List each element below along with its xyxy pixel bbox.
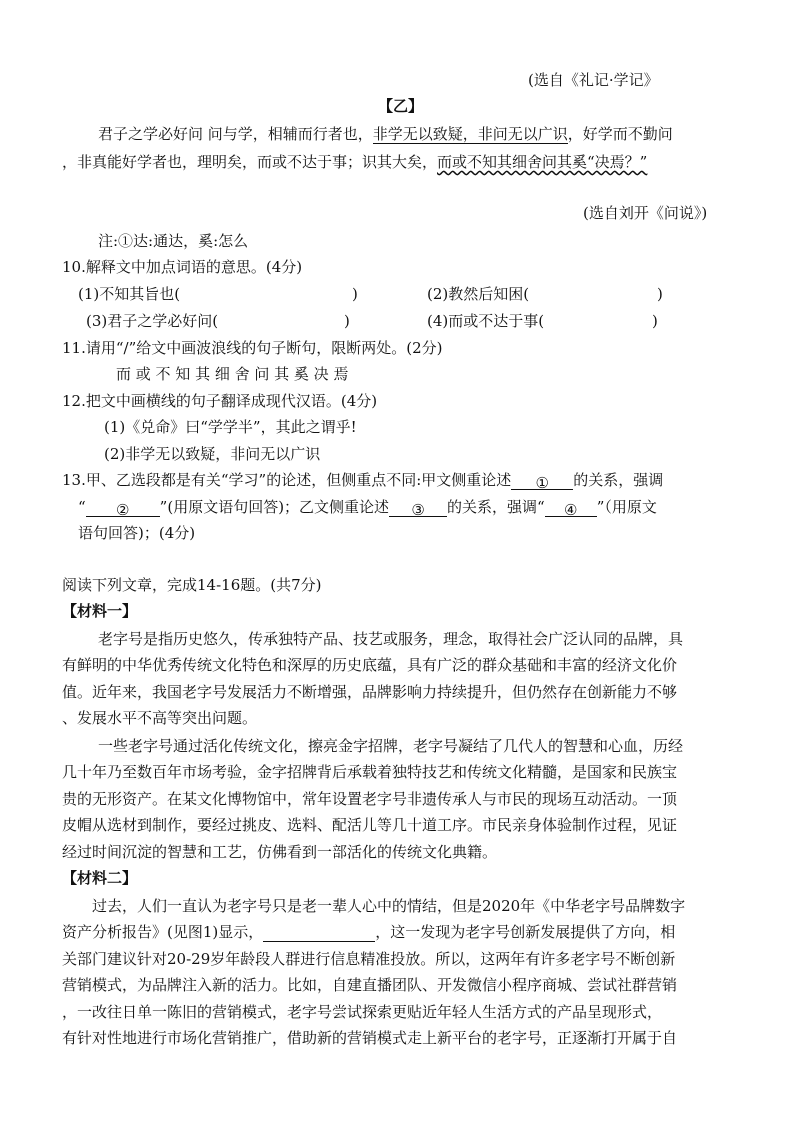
q10-item-4: (4)而或不达于事( — [427, 312, 545, 330]
m2-line-2 — [62, 922, 675, 942]
q13-line-2-open-quote: “ — [78, 498, 86, 516]
q12-stem: 12.把文中画横线的句子翻译成现代汉语。(4分) — [62, 392, 378, 410]
m1-p2-line-1: 一些老字号通过活化传统文化，擦亮金字招牌，老字号凝结了几代人的智慧和心血，历经 — [98, 737, 684, 755]
q13-blank-4: ④ — [545, 500, 597, 517]
m1-p2-line-4: 皮帽从选材到制作，要经过挑皮、选料、配活儿等几十道工序。市民亲身体验制作过程，见证 — [62, 816, 678, 834]
q10-item-1: (1)不知其旨也( — [78, 285, 181, 303]
m2-line-2-lead: 资产分析报告》(见图1)显示， — [62, 923, 264, 941]
m1-p2-line-5: 经过时间沉淀的智慧和工艺，仿佛看到一部活化的传统文化典籍。 — [62, 843, 498, 861]
q13-line-2-tail: ”（用原文 — [596, 498, 657, 516]
passage-b-line-2-lead: ，非真能好学者也，理明矣，而或不达于事；识其大矣， — [62, 153, 438, 171]
q10-item-1-close: ) — [352, 285, 358, 303]
material-2-heading: 【材料二】 — [62, 869, 138, 887]
q10-item-2-close: ) — [657, 285, 663, 303]
m2-line-6: 有针对性地进行市场化营销推广，借助新的营销模式走上新平台的老字号，正逐渐打开属于自 — [62, 1029, 678, 1047]
q10-item-3: (3)君子之学必好问( — [86, 312, 219, 330]
reading-intro: 阅读下列文章，完成14-16题。(共7分) — [62, 576, 322, 594]
m1-p2-line-2: 几十年乃至数百年市场考验，金字招牌背后承载着独特技艺和传统文化精髓，是国家和民族宝 — [62, 763, 678, 781]
m2-line-3: 关部门建议针对20-29岁年龄段人群进行信息精准投放。所以，这两年有许多老字号不断创新 — [62, 950, 676, 968]
material-1-heading: 【材料一】 — [62, 602, 138, 620]
q10-item-2: (2)教然后知困( — [427, 285, 530, 303]
source-a: (选自《礼记·学记》 — [528, 71, 659, 89]
m2-answer-blank — [263, 925, 375, 942]
passage-b-line-1-tail: ，好学而不勤问 — [567, 125, 673, 143]
q13-line-2-middle-2: 的关系，强调“ — [447, 498, 545, 516]
q10-item-3-close: ) — [344, 312, 350, 330]
m2-line-1: 过去，人们一直认为老字号只是老一辈人心中的情结，但是2020年《中华老字号品牌数字 — [92, 897, 686, 915]
q13-blank-1: ① — [511, 473, 573, 490]
m2-line-2-tail: ，这一发现为老字号创新发展提供了方向，相 — [375, 923, 676, 941]
q13-blank-3: ③ — [389, 500, 447, 517]
m1-p2-line-3: 贵的无形资产。在某文化博物馆中，常年设置老字号非遗传承人与市民的现场互动活动。一顶 — [62, 790, 678, 808]
q12-item-2: (2)非学无以致疑，非问无以广识 — [104, 445, 321, 463]
passage-b-line-1 — [98, 124, 673, 144]
m1-p1-line-4: 、发展水平不高等突出问题。 — [62, 709, 258, 727]
q13-line-1-tail: 的关系，强调 — [573, 471, 664, 489]
m2-line-4: 营销模式，为品牌注入新的活力。比如，自建直播团队、开发微信小程序商城、尝试社群营销 — [62, 976, 678, 994]
q11-stem: 11.请用“/”给文中画波浪线的句子断句，限断两处。(2分) — [62, 339, 443, 357]
passage-b-heading: 【乙】 — [378, 97, 424, 115]
q11-sentence: 而 或 不 知 其 细 舍 问 其 奚 决 焉 — [116, 365, 349, 383]
q13-line-2 — [78, 497, 657, 517]
q13-line-3: 语句回答)；(4分) — [78, 524, 196, 542]
q13-line-1-lead: 13.甲、乙选段都是有关“学习”的论述，但侧重点不同:甲文侧重论述 — [62, 471, 512, 489]
q12-item-1: (1)《兑命》曰“学学半”，其此之谓乎! — [104, 418, 357, 436]
source-b: (选自刘开《问说》) — [583, 204, 708, 222]
underlined-sentence: 非学无以致疑，非问无以广识 — [372, 125, 568, 143]
q10-stem: 10.解释文中加点词语的意思。(4分) — [62, 258, 303, 276]
annotation-note: 注:①达:通达，奚:怎么 — [98, 232, 249, 250]
m1-p1-line-3: 值。近年来，我国老字号发展活力不断增强，品牌影响力持续提升，但仍然存在创新能力不够 — [62, 683, 678, 701]
wavy-sentence: 而或不知其细舍问其奚“决焉？” — [437, 153, 648, 171]
m2-line-5: ，一改往日单一陈旧的营销模式，老字号尝试探索更贴近年轻人生活方式的产品呈现形式， — [62, 1003, 663, 1021]
passage-b-line-1-lead: 君子之学必好问 问与学，相辅而行者也， — [98, 125, 373, 143]
q10-item-4-close: ) — [652, 312, 658, 330]
q13-line-2-middle: ”(用原文语句回答)；乙文侧重论述 — [159, 498, 390, 516]
m1-p1-line-1: 老字号是指历史悠久，传承独特产品、技艺或服务，理念，取得社会广泛认同的品牌，具 — [98, 630, 684, 648]
q13-line-1 — [62, 470, 663, 490]
m1-p1-line-2: 有鲜明的中华优秀传统文化特色和深厚的历史底蕴，具有广泛的群众基础和丰富的经济文化价 — [62, 656, 678, 674]
q13-blank-2: ② — [86, 500, 160, 517]
passage-b-line-2 — [62, 152, 647, 172]
